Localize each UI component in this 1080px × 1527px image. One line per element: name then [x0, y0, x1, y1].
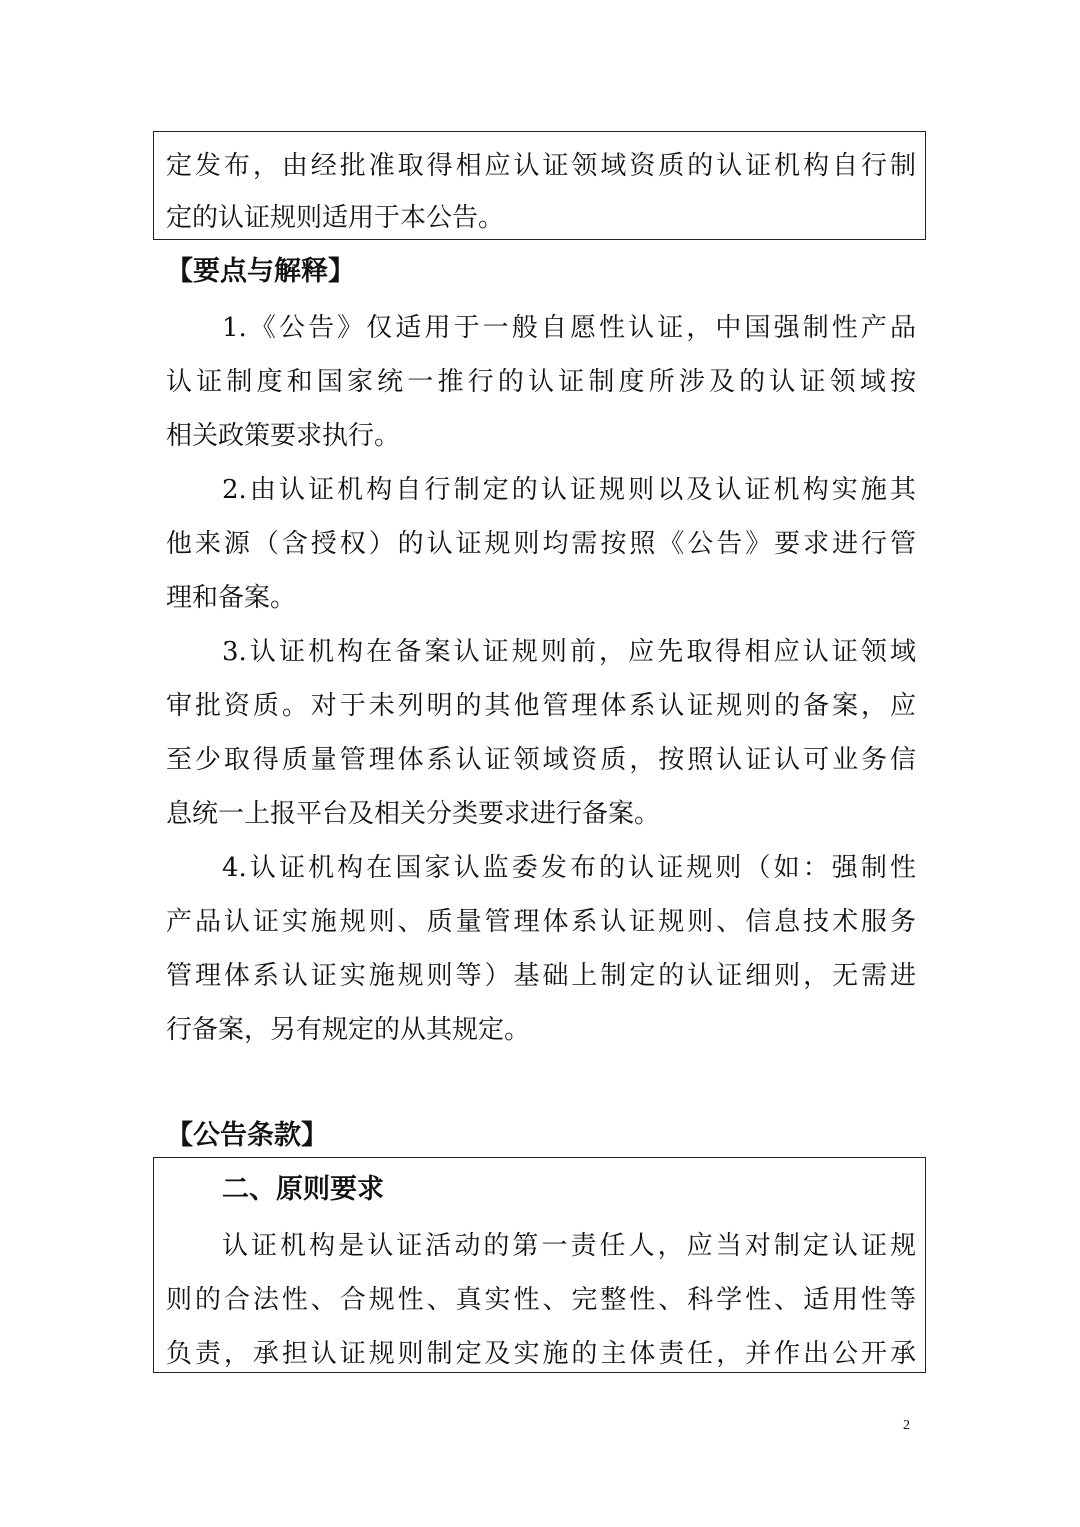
paragraph-line: 息统一上报平台及相关分类要求进行备案。	[166, 799, 661, 829]
clause-line: 认证机构是认证活动的第一责任人，应当对制定认证规	[222, 1231, 916, 1261]
paragraph-line: 管理体系认证实施规则等）基础上制定的认证细则，无需进	[166, 961, 916, 991]
paragraph-line: 4.认证机构在国家认监委发布的认证规则（如：强制性	[222, 853, 916, 883]
clause-line: 定的认证规则适用于本公告。	[166, 203, 505, 233]
paragraph-line: 3.认证机构在备案认证规则前，应先取得相应认证领域	[222, 637, 916, 667]
section-heading-key-points: 【要点与解释】	[166, 256, 355, 287]
page-number: 2	[903, 1418, 910, 1433]
paragraph-line: 行备案，另有规定的从其规定。	[166, 1015, 531, 1045]
paragraph-line: 相关政策要求执行。	[166, 421, 401, 451]
paragraph-line: 理和备案。	[166, 583, 297, 613]
clause-line: 定发布，由经批准取得相应认证领域资质的认证机构自行制	[166, 151, 916, 181]
paragraph-line: 2.由认证机构自行制定的认证规则以及认证机构实施其	[222, 475, 916, 505]
paragraph-line: 他来源（含授权）的认证规则均需按照《公告》要求进行管	[166, 529, 916, 559]
paragraph-line: 1.《公告》仅适用于一般自愿性认证，中国强制性产品	[222, 313, 916, 343]
clause-line: 则的合法性、合规性、真实性、完整性、科学性、适用性等	[166, 1285, 916, 1315]
paragraph-line: 审批资质。对于未列明的其他管理体系认证规则的备案，应	[166, 691, 916, 721]
paragraph-line: 认证制度和国家统一推行的认证制度所涉及的认证领域按	[166, 367, 916, 397]
section-heading-clauses: 【公告条款】	[166, 1120, 328, 1151]
paragraph-line: 产品认证实施规则、质量管理体系认证规则、信息技术服务	[166, 907, 916, 937]
clause-line: 负责，承担认证规则制定及实施的主体责任，并作出公开承	[166, 1339, 916, 1369]
paragraph-line: 至少取得质量管理体系认证领域资质，按照认证认可业务信	[166, 745, 916, 775]
clause-subheading: 二、原则要求	[222, 1174, 384, 1205]
